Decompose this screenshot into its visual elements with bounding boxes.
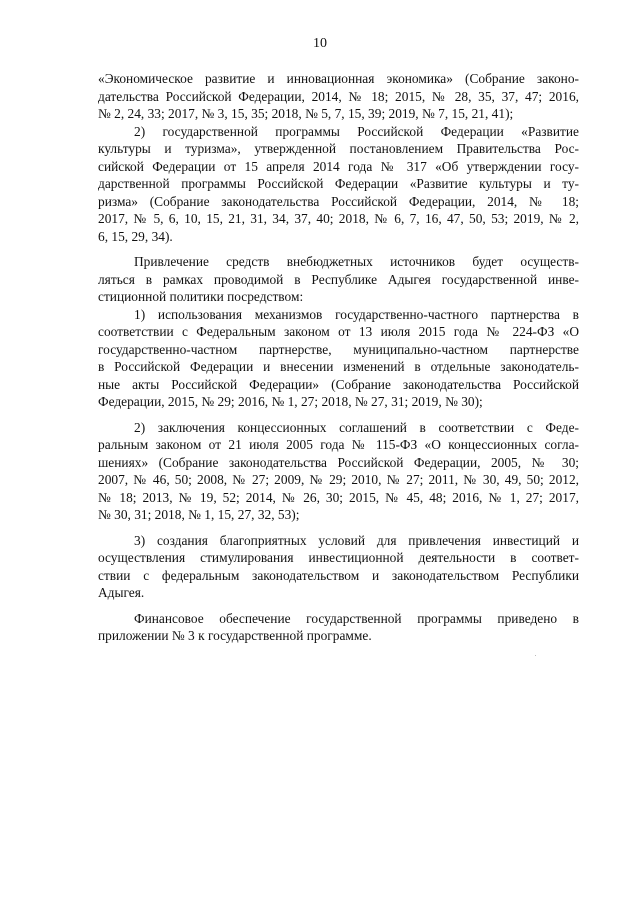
text-line: Финансовое обеспечение государственной программы приведено в (134, 610, 579, 626)
text-line: 2) государственной программы Российской Федерации «Развитие (134, 123, 579, 139)
text-line: государственно-частном партнерстве, муниципально-частном партнерстве (98, 341, 579, 357)
text-line: № 18; 2013, № 19, 52; 2014, № 26, 30; 2015, № 45, 48; 2016, № 1, 27; 2017, (98, 489, 579, 505)
document-body (98, 70, 579, 645)
text-line: № 30, 31; 2018, № 1, 15, 27, 32, 53); (98, 507, 300, 522)
text-line: стиционной политики посредством: (98, 289, 304, 304)
text-line: 3) создания благоприятных условий для привлечения инвестиций и (134, 532, 579, 548)
text-line: ствии с федеральным законодательством и законодательством Республики (98, 567, 579, 583)
text-line: 6, 15, 29, 34). (98, 228, 173, 244)
paragraph-item-1-public-private-partnership (98, 306, 579, 411)
paragraph-item-2-concession-agreements (98, 419, 579, 524)
text-line: Привлечение средств внебюджетных источников будет осуществ- (134, 254, 579, 269)
text-line: дарственной программы Российской Федерации «Развитие культуры и ту- (98, 176, 579, 191)
text-line: осуществления стимулирования инвестиционной деятельности в соответ- (98, 550, 579, 565)
text-line: соответствии с Федеральным законом от 13 июля 2015 года № 224-ФЗ «О (98, 324, 579, 339)
text-line: ляться в рамках проводимой в Республике Адыгея государственной инве- (98, 271, 579, 287)
scan-speck (535, 655, 536, 656)
text-line: шениях» (Собрание законодательства Российской Федерации, 2005, № 30; (98, 454, 579, 470)
paragraph-item-3-investment-conditions (98, 532, 579, 602)
text-line: 2) заключения концессионных соглашений в соответствии с Феде- (134, 419, 579, 435)
page-number: 10 (313, 36, 327, 51)
text-line: приложении № 3 к государственной программе. (98, 628, 372, 643)
paragraph-item-2-culture-tourism (98, 123, 579, 246)
text-line: культуры и туризма», утвержденной постановлением Правительства Рос- (98, 141, 579, 156)
paragraph-continuation (98, 70, 579, 123)
text-line: ные акты Российской Федерации» (Собрание законодательства Российской (98, 376, 579, 392)
text-line: ризма» (Собрание законодательства Российской Федерации, 2014, № 18; (98, 193, 579, 209)
paragraph-extrabudgetary-sources (98, 253, 579, 306)
text-line: сийской Федерации от 15 апреля 2014 года № 317 «Об утверждении госу- (98, 158, 579, 174)
text-line: № 2, 24, 33; 2017, № 3, 15, 35; 2018, № 5, 7, 15, 39; 2019, № 7, 15, 21, 41); (98, 106, 514, 121)
text-line: Адыгея. (98, 585, 145, 600)
text-line: ральным законом от 21 июля 2005 года № 115-ФЗ «О концессионных согла- (98, 437, 579, 452)
text-line: дательства Российской Федерации, 2014, № 18; 2015, № 28, 35, 37, 47; 2016, (98, 88, 579, 104)
text-line: «Экономическое развитие и инновационная экономика» (Собрание законо- (98, 71, 579, 86)
text-line: в Российской Федерации и внесении изменений в отдельные законодатель- (98, 359, 579, 374)
text-line: 2017, № 5, 6, 10, 15, 21, 31, 34, 37, 40; 2018, № 6, 7, 16, 47, 50, 53; 2019, № 2, (98, 211, 579, 226)
text-line: 2007, № 46, 50; 2008, № 27; 2009, № 29; 2010, № 27; 2011, № 30, 49, 50; 2012, (98, 472, 579, 487)
text-line: Федерации, 2015, № 29; 2016, № 1, 27; 2018, № 27, 31; 2019, № 30); (98, 394, 483, 409)
paragraph-financial-support (98, 610, 579, 645)
text-line: 1) использования механизмов государственно-частного партнерства в (134, 306, 579, 322)
